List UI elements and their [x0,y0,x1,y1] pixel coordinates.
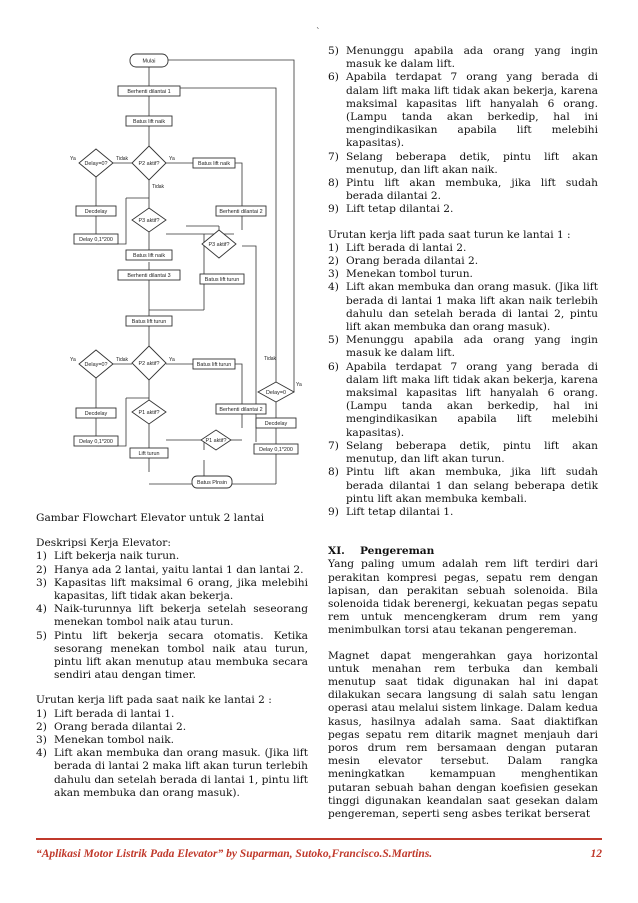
list-item [36,708,308,721]
item-number: 8) [328,177,339,190]
item-number: 1) [328,241,339,254]
item-number: 9) [328,505,339,518]
item-text: Selang beberapa detik, pintu lift akan menutup, dan lift akan turun. [346,439,598,466]
p2-decision-label: P2 aktif? [138,161,160,167]
item-text: Naik-turunnya lift bekerja setelah seseorang menekan tombol naik atau turun. [54,603,308,629]
p1-decision-2-label: P1 aktif? [205,438,227,444]
stop-floor-1-label: Berhenti dilantai 1 [127,89,171,95]
section-number: XI. [328,545,345,558]
elevator-flowchart [56,48,306,490]
yes-label: Ya [70,156,76,162]
item-text: Kapasitas lift maksimal 6 orang, jika melebihi kapasitas, lift tidak akan bekerja. [54,576,308,603]
list-item [328,255,598,268]
delay-set-2-label: Delay 0,1*200 [79,439,113,445]
page-mark: ` [316,28,321,38]
finish-label: Batus Plnsin [197,480,227,486]
item-text: Lift akan membuka dan orang masuk. (Jika lift berada di lantai 1 maka lift akan naik terlebih dahulu dan setelah berada di lantai 2, pintu lift akan membuka dan orang masuk). [346,281,598,334]
item-number: 3) [328,268,339,281]
down-list [328,242,598,519]
item-number: 5) [328,45,339,57]
list-item [36,550,308,563]
item-number: 5) [328,334,339,347]
no-label: Tidak [116,156,129,162]
section-title: Pengereman [360,545,435,558]
down-title: Urutan kerja lift pada saat turun ke lantai 1 : [328,228,571,241]
yes-label: Ya [70,357,76,363]
list-item [328,242,598,255]
item-text: Menekan tombol naik. [54,734,175,747]
up-title: Urutan kerja lift pada saat naik ke lantai 2 : [36,694,272,707]
item-number: 8) [328,466,339,479]
yes-label: Ya [169,156,175,162]
go-down-1-label: Batus lift turun [204,277,240,283]
list-item [328,466,598,506]
stop-floor-2-label: Berhenti dilantai 2 [219,209,263,215]
item-text: Lift tetap dilantai 1. [346,505,454,518]
list-item [36,564,308,577]
item-text: Apabila terdapat 7 orang yang berada di dalam lift maka lift tidak akan bekerja, karena maksimal kapasitas lift hanyalah 6 orang. (Lampu tanda akan berkedip, hal ini mengindikasikan apabila lift melebihi kapasitas). [346,71,598,150]
item-text: Lift berada di lantai 1. [54,707,175,720]
page-number: 12 [590,848,602,860]
item-text: Pintu lift akan membuka, jika lift sudah berada dilantai 2. [346,177,598,203]
decdelay-2-label: Decdelay [84,411,108,417]
list-item [328,71,598,150]
item-number: 2) [36,563,47,576]
item-text: Lift akan membuka dan orang masuk. (Jika lift berada di lantai 2 maka lift akan turun terlebih dahulu dan setelah berada di lantai 1, pintu lift akan membuka dan orang masuk). [54,747,308,799]
item-text: Pintu lift akan membuka, jika lift sudah berada dilantai 1 dan selang beberapa detik pintu lift akan membuka kembali. [346,466,598,505]
delay-set-1-label: Delay 0,1*200 [79,237,113,243]
item-text: Orang berada dilantai 2. [346,255,479,268]
item-number: 4) [328,281,339,294]
item-text: Apabila terdapat 7 orang yang berada di dalam lift maka lift tidak akan bekerja, karena maksimal kapasitas lift hanyalah 6 orang. (Lampu tanda akan berkedip, hal ini mengindikasikan apabila lift melebihi kapasitas). [346,360,598,439]
item-number: 3) [36,576,47,589]
item-number: 5) [36,629,47,642]
item-text: Pintu lift bekerja secara otomatis. Ketika sesorang menekan tombol naik atau turun, pintu lift akan menutup atau membuka secara sendiri atau dengan timer. [54,629,308,682]
item-number: 2) [36,720,47,733]
delay-set-3-label: Delay 0,1*200 [259,447,293,453]
start-label: Mulai [142,58,156,65]
footer-rule [36,838,602,840]
item-text: Lift bekerja naik turun. [54,550,180,563]
delay-decision-3-label: Delay=0 [266,390,286,396]
item-number: 1) [36,707,47,720]
item-number: 3) [36,734,47,747]
no-label: Tidak [116,357,129,363]
up-list-continued [328,45,598,217]
list-item [328,440,598,466]
section-heading [328,545,598,558]
list-item [328,334,598,360]
list-item [36,577,308,603]
item-text: Menekan tombol turun. [346,268,473,281]
decdelay-3-label: Decdelay [264,421,288,427]
no-label: Tidak [152,184,165,190]
item-text: Menunggu apabila ada orang yang ingin masuk ke dalam lift. [346,45,598,71]
figure-caption: Gambar Flowchart Elevator untuk 2 lantai [36,512,265,524]
lift-down-label: Lift turun [138,451,160,457]
left-column [36,512,308,800]
paragraph-1: Yang paling umum adalah rem lift terdiri dari perakitan kompresi pegas, sepatu rem dengan lapisan, dan perakitan sebuah solenoida. Bila solenoida tidak berenergi, kekuatan pegas sepatu rem untuk mencengkeram drum rem yang menimbulkan torsi atau tekanan pengereman. [328,558,598,637]
p1-decision-label: P1 aktif? [138,410,160,416]
right-column [328,45,598,821]
stop-floor-3-label: Berhenti dilantai 3 [127,273,171,279]
item-number: 9) [328,203,339,216]
desc-list [36,550,308,682]
list-item [328,281,598,334]
item-number: 6) [328,360,339,373]
p2-decision-b-label: P2 aktif? [138,361,160,367]
list-item [36,603,308,629]
delay-decision-2-label: Delay=0? [84,362,108,368]
desc-title: Deskripsi Kerja Elevator: [36,537,171,550]
item-number: 6) [328,71,339,84]
list-item [328,45,598,71]
list-item [36,630,308,683]
list-item [328,506,598,519]
footer [36,848,602,860]
item-number: 7) [328,439,339,452]
go-up-2-label: Batus lift naik [197,161,231,167]
paragraph-2: Magnet dapat mengerahkan gaya horizontal untuk menahan rem terbuka dan kembali menutup saat tidak digunakan hal ini dapat dilakukan secara langsung di salah satu lengan operasi atau melalui sistem linkage. Dalam kedua kasus, hasilnya adalah sama. Saat diaktifkan pegas sepatu rem ditarik magnet menjauh dari poros drum rem bersamaan dengan putaran mesin elevator tersebut. Dalam rangka meningkatkan kemampuan menghentikan putaran sebuah bahan dengan koefisien gesekan tinggi digunakan keandalan saat gesekan dalam pengereman, seperti seng asbes terikat berserat [328,649,598,820]
up-list [36,708,308,800]
item-text: Orang berada dilantai 2. [54,720,187,733]
list-item [36,721,308,734]
stop-floor-2b-label: Berhenti dilantai 2 [219,407,263,413]
list-item [328,177,598,203]
item-number: 4) [36,603,47,616]
footer-text: “Aplikasi Motor Listrik Pada Elevator” by Suparman, Sutoko,Francisco.S.Martins. [36,848,433,860]
no-label: Tidak [264,356,277,362]
item-number: 2) [328,255,339,268]
p3-decision-label: P3 aktif? [138,218,160,224]
delay-decision-1-label: Delay=0? [84,161,108,167]
item-text: Lift tetap dilantai 2. [346,203,454,216]
item-number: 1) [36,550,47,563]
item-text: Selang beberapa detik, pintu lift akan menutup, dan lift akan naik. [346,150,598,176]
yes-label: Ya [169,357,175,363]
item-number: 4) [36,747,47,760]
list-item [36,734,308,747]
list-item [36,747,308,800]
list-item [328,203,598,216]
go-up-label: Batus lift naik [132,119,166,125]
decdelay-1-label: Decdelay [84,209,108,215]
go-up-3-label: Batus lift naik [132,253,166,259]
list-item [328,151,598,177]
list-item [328,361,598,440]
p3-decision-2-label: P3 aktif? [208,242,230,248]
item-number: 7) [328,150,339,163]
item-text: Hanya ada 2 lantai, yaitu lantai 1 dan lantai 2. [54,563,304,576]
go-down-2-label: Batus lift turun [196,362,232,368]
list-item [328,268,598,281]
yes-label: Ya [296,382,302,388]
item-text: Lift berada di lantai 2. [346,241,467,254]
go-down-label: Batus lift turun [131,319,167,325]
item-text: Menunggu apabila ada orang yang ingin masuk ke dalam lift. [346,334,598,360]
